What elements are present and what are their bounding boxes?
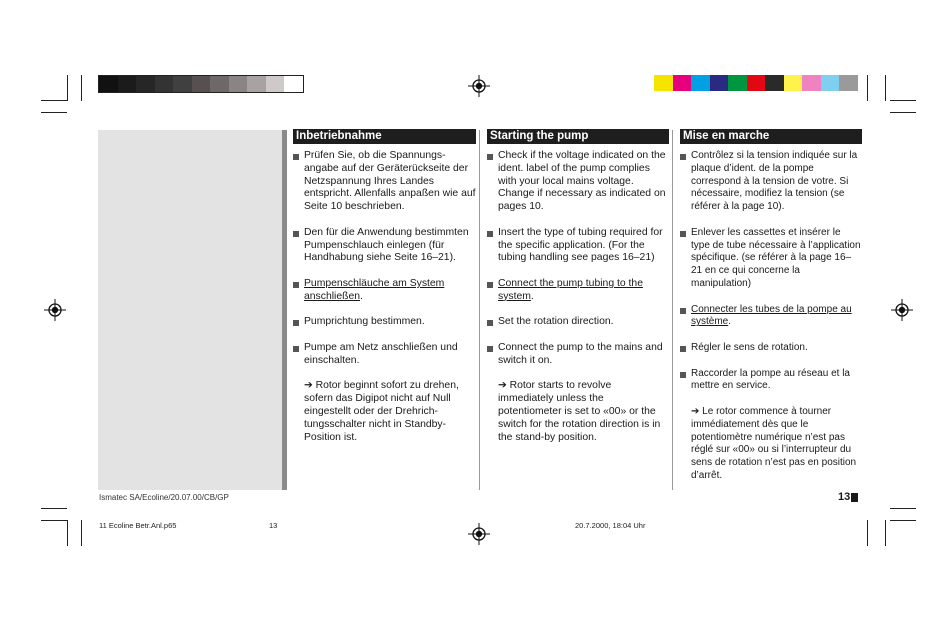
page-number (838, 491, 858, 503)
column-german (293, 129, 476, 444)
registration-mark-icon (44, 299, 66, 321)
crop-mark (867, 75, 868, 101)
instruction-item (680, 368, 862, 394)
instruction-suffix: . (360, 290, 363, 302)
bullet-square-icon (293, 320, 299, 326)
result-note-text: Rotor beginnt sofort zu drehen, sofern das Digipot nicht auf Null eingestellt oder der Drehrich-tungsschalter nicht in Standby-Position ist. (304, 380, 459, 443)
calibration-swatch (784, 75, 803, 91)
arrow-right-icon: ➔ (304, 380, 313, 392)
crop-mark (885, 75, 886, 101)
calibration-swatch (155, 76, 174, 92)
instruction-item (293, 150, 476, 214)
crop-mark (41, 520, 67, 521)
instruction-item (487, 227, 669, 265)
instruction-text: Régler le sens de rotation. (691, 341, 808, 353)
arrow-right-icon: ➔ (498, 380, 507, 392)
instruction-text: Set the rotation direction. (498, 316, 614, 328)
underlined-instruction-text: Connect the pump tubing to the system (498, 277, 643, 302)
calibration-swatch (691, 75, 710, 91)
crop-mark (890, 508, 916, 509)
instruction-item (293, 342, 476, 368)
bullet-square-icon (487, 320, 493, 326)
underlined-instruction-text: Connecter les tubes de la pompe au système (691, 303, 852, 328)
instruction-text: Insert the type of tubing required for the specific application. (For the tubing handling see pages 16–21) (498, 226, 663, 264)
grayscale-calibration-bar (98, 75, 304, 93)
instruction-text: Pumpe am Netz anschließen und einschalten. (304, 341, 458, 366)
instruction-suffix: . (530, 290, 534, 302)
instruction-text: Check if the voltage indicated on the ident. label of the pump complies with your local mains voltage. Change if necessary as indicated on pages 10. (498, 150, 666, 213)
left-margin-panel (98, 130, 282, 490)
crop-mark (890, 520, 916, 521)
instruction-text: Connect the pump to the mains and switch it on. (498, 341, 663, 366)
crop-mark (890, 100, 916, 101)
left-margin-bar (282, 130, 287, 490)
instruction-item (293, 316, 476, 329)
underlined-instruction-text: Pumpenschläuche am System anschließen (304, 277, 445, 302)
bullet-square-icon (293, 282, 299, 288)
bullet-square-icon (293, 231, 299, 237)
calibration-swatch (765, 75, 784, 91)
crop-mark (890, 112, 916, 113)
bullet-square-icon (680, 308, 686, 314)
instruction-text: Den für die Anwendung bestimmten Pumpenschlauch einlegen (für Handhabung siehe Seite 16–21). (304, 226, 469, 264)
calibration-swatch (839, 75, 858, 91)
instruction-item (487, 150, 669, 214)
result-note (680, 406, 862, 483)
section-body (293, 144, 476, 444)
page-number-text: 13 (838, 491, 851, 503)
section-heading: Mise en marche (680, 129, 862, 144)
column-english (487, 129, 669, 444)
instruction-item (487, 342, 669, 368)
calibration-swatch (673, 75, 692, 91)
registration-mark-icon (891, 299, 913, 321)
calibration-swatch (247, 76, 266, 92)
instruction-item (487, 278, 669, 304)
bullet-square-icon (680, 154, 686, 160)
bullet-square-icon (487, 282, 493, 288)
crop-mark (885, 520, 886, 546)
instruction-item (680, 342, 862, 355)
calibration-swatch (747, 75, 766, 91)
calibration-swatch (210, 76, 229, 92)
bullet-square-icon (487, 346, 493, 352)
instruction-item (680, 150, 862, 214)
color-calibration-bar (654, 75, 858, 91)
result-note (487, 380, 669, 444)
slug-page: 13 (269, 521, 278, 530)
section-heading: Starting the pump (487, 129, 669, 144)
instruction-suffix: . (728, 316, 732, 328)
crop-mark (41, 100, 67, 101)
column-divider (479, 130, 480, 490)
calibration-swatch (728, 75, 747, 91)
crop-mark (81, 75, 82, 101)
bullet-square-icon (487, 154, 493, 160)
crop-mark (81, 520, 82, 546)
column-french (680, 129, 862, 483)
instruction-item (293, 227, 476, 265)
document-reference: Ismatec SA/Ecoline/20.07.00/CB/GP (99, 493, 229, 502)
column-divider (672, 130, 673, 490)
instruction-text: Pumprichtung bestimmen. (304, 316, 425, 328)
page-marker-square (851, 493, 858, 502)
result-note (293, 380, 476, 444)
calibration-swatch (266, 76, 285, 92)
bullet-square-icon (680, 231, 686, 237)
slug-filename: 11 Ecoline Betr.Anl.p65 (99, 521, 177, 530)
instruction-text: Enlever les cassettes et insérer le type de tube nécessaire à l’application spécifique. (se référer à la page 16–21 en ce qui concerne la manipulation) (691, 226, 861, 289)
instruction-item (680, 227, 862, 291)
calibration-swatch (229, 76, 248, 92)
instruction-text: Raccorder la pompe au réseau et la mettre en service. (691, 367, 850, 392)
calibration-swatch (654, 75, 673, 91)
calibration-swatch (821, 75, 840, 91)
arrow-right-icon: ➔ (691, 405, 700, 417)
bullet-square-icon (680, 346, 686, 352)
calibration-swatch (192, 76, 211, 92)
calibration-swatch (118, 76, 137, 92)
calibration-swatch (99, 76, 118, 92)
result-note-text: Le rotor commence à tourner immédiatement dès que le potentiomètre numérique n’est pas réglé sur «00» ou si l’interrupteur du sens de rotation n’est pas en position d’arrêt. (691, 405, 857, 481)
crop-mark (41, 508, 67, 509)
calibration-swatch (136, 76, 155, 92)
calibration-swatch (802, 75, 821, 91)
registration-mark-icon (468, 75, 490, 97)
bullet-square-icon (293, 346, 299, 352)
section-body (680, 144, 862, 483)
instruction-item (487, 316, 669, 329)
bullet-square-icon (680, 372, 686, 378)
calibration-swatch (284, 76, 303, 92)
instruction-text: Contrôlez si la tension indiquée sur la plaque d’ident. de la pompe correspond à la tension de votre. Si nécessaire, modifiez la tension (se référer à la page 10). (691, 150, 858, 213)
instruction-text: Prüfen Sie, ob die Spannungs-angabe auf der Geräterückseite der Netzspannung Ihres Landes entspricht. Allenfalls anpaßen wie auf Seite 10 beschrieben. (304, 150, 476, 213)
registration-mark-icon (468, 523, 490, 545)
bullet-square-icon (487, 231, 493, 237)
crop-mark (67, 520, 68, 546)
section-heading: Inbetriebnahme (293, 129, 476, 144)
section-body (487, 144, 669, 444)
result-note-text: Rotor starts to revolve immediately unless the potentiometer is set to «00» or the switch for the rotation direction is in the stand-by position. (498, 380, 661, 443)
calibration-swatch (173, 76, 192, 92)
calibration-swatch (710, 75, 729, 91)
crop-mark (41, 112, 67, 113)
instruction-item (680, 304, 862, 330)
crop-mark (867, 520, 868, 546)
crop-mark (67, 75, 68, 101)
instruction-item (293, 278, 476, 304)
bullet-square-icon (293, 154, 299, 160)
slug-datetime: 20.7.2000, 18:04 Uhr (575, 521, 646, 530)
